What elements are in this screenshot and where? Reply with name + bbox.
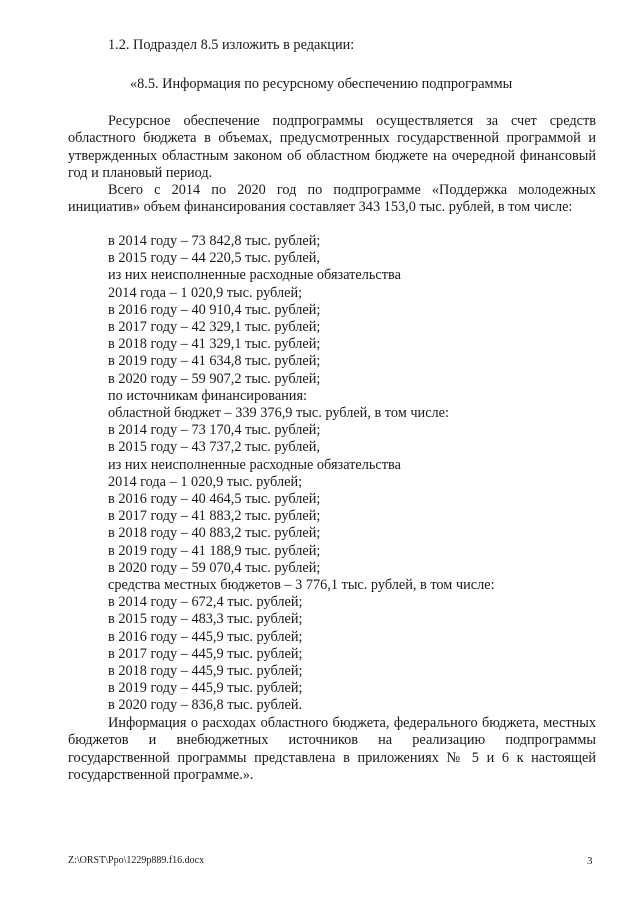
paragraph-expenditure-info: Информация о расходах областного бюджета, федерального бюджета, местных бюджетов и внебюджетных источников на реализацию подпрограммы государственной программы представлена в приложениях № 5 и 6 к настоящей государственной программе.».	[68, 715, 596, 784]
section-heading: «8.5. Информация по ресурсному обеспечению подпрограммы	[130, 76, 513, 92]
footer-page-number: 3	[587, 855, 593, 867]
list-item: в 2020 году – 59 070,4 тыс. рублей;	[108, 559, 321, 576]
list-item: в 2015 году – 483,3 тыс. рублей;	[108, 611, 303, 628]
list-item: в 2020 году – 836,8 тыс. рублей.	[108, 697, 303, 714]
list-item: в 2015 году – 44 220,5 тыс. рублей,	[108, 250, 320, 267]
list-item: в 2017 году – 42 329,1 тыс. рублей;	[108, 319, 321, 335]
list-item: в 2016 году – 40 464,5 тыс. рублей;	[108, 491, 321, 507]
list-item: в 2018 году – 41 329,1 тыс. рублей;	[108, 336, 321, 353]
footer-file-path: Z:\ORST\Ppo\1229p889.f16.docx	[68, 855, 205, 866]
list-item: средства местных бюджетов – 3 776,1 тыс. рублей, в том числе:	[108, 577, 495, 593]
list-item: в 2015 году – 43 737,2 тыс. рублей,	[108, 439, 320, 456]
list-item: областной бюджет – 339 376,9 тыс. рублей, в том числе:	[108, 405, 449, 421]
paragraph-resource-provision: Ресурсное обеспечение подпрограммы осуществляется за счет средств областного бюджета в объемах, предусмотренных государственной программой и утвержденных областным законом об областном бюджете на очередной финансовый год и плановый период.	[68, 113, 596, 182]
list-item: 2014 года – 1 020,9 тыс. рублей;	[108, 473, 303, 490]
list-item: в 2019 году – 41 188,9 тыс. рублей;	[108, 542, 321, 559]
list-item: в 2019 году – 41 634,8 тыс. рублей;	[108, 353, 321, 370]
list-item: по источникам финансирования:	[108, 387, 308, 404]
list-item: из них неисполненные расходные обязательства	[108, 456, 401, 473]
list-item: в 2014 году – 672,4 тыс. рублей;	[108, 594, 303, 611]
list-item: в 2016 году – 40 910,4 тыс. рублей;	[108, 301, 321, 318]
list-item: в 2019 году – 445,9 тыс. рублей;	[108, 680, 303, 697]
list-item: в 2017 году – 41 883,2 тыс. рублей;	[108, 508, 321, 525]
list-item: в 2017 году – 445,9 тыс. рублей;	[108, 645, 303, 662]
list-item: в 2018 году – 445,9 тыс. рублей;	[108, 663, 303, 679]
paragraph-total-funding: Всего с 2014 по 2020 год по подпрограмме «Поддержка молодежных инициатив» объем финансирования составляет 343 153,0 тыс. рублей, в том числе:	[68, 182, 596, 216]
list-item: в 2014 году – 73 170,4 тыс. рублей;	[108, 422, 321, 439]
list-item: в 2014 году – 73 842,8 тыс. рублей;	[108, 233, 321, 249]
list-item: из них неисполненные расходные обязательства	[108, 267, 401, 284]
list-item: в 2020 году – 59 907,2 тыс. рублей;	[108, 370, 321, 387]
list-item: 2014 года – 1 020,9 тыс. рублей;	[108, 284, 303, 301]
intro-line: 1.2. Подраздел 8.5 изложить в редакции:	[108, 37, 355, 53]
list-item: в 2016 году – 445,9 тыс. рублей;	[108, 628, 303, 645]
list-item: в 2018 году – 40 883,2 тыс. рублей;	[108, 525, 321, 542]
